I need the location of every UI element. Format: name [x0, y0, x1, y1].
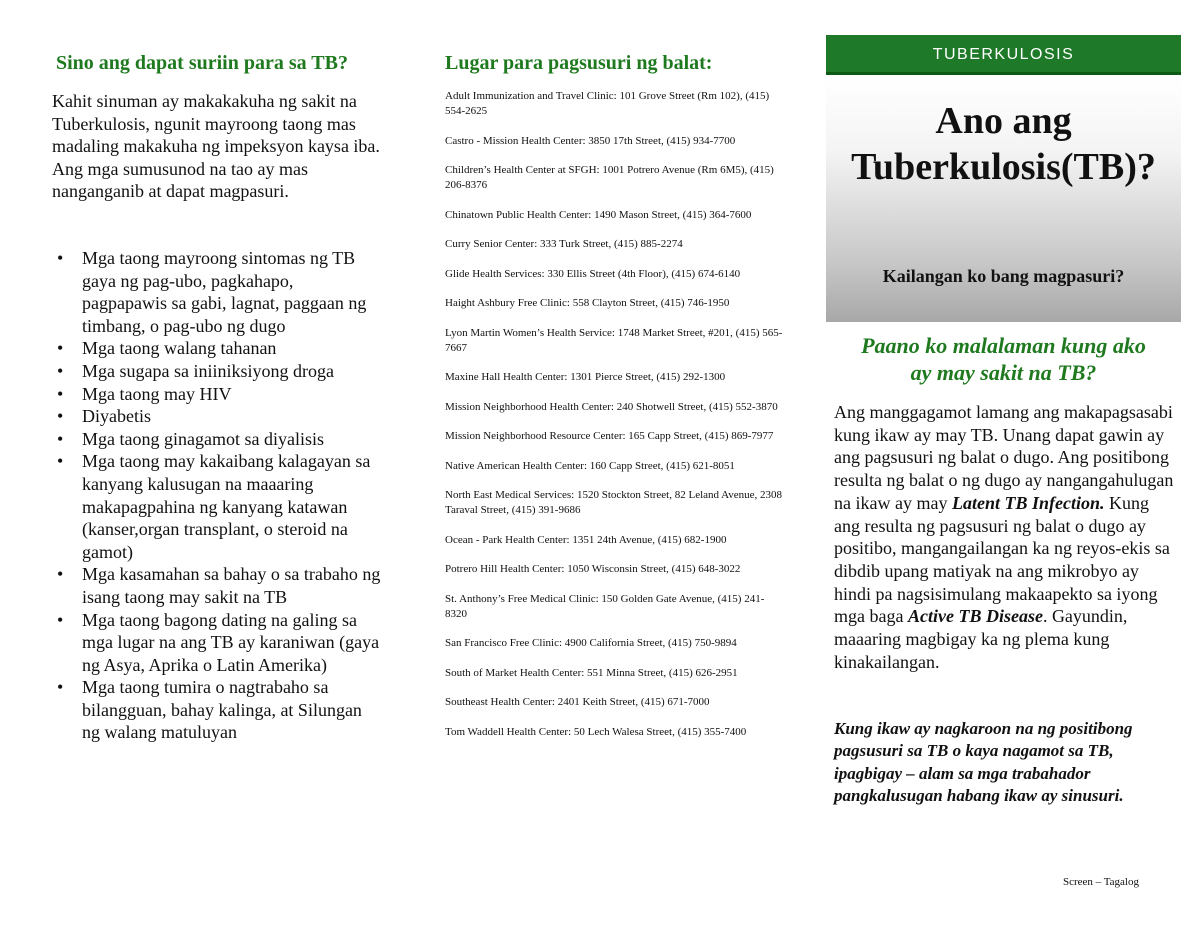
list-item: • Mga taong mayroong sintomas ng TB gaya ng pag-ubo, pagkahapo, pagpapawis sa gabi, lagnat, paggaan ng timbang, o pag-ubo ng dugo — [52, 247, 382, 337]
latent-tb-term: Latent TB Infection. — [951, 492, 1105, 513]
clinic-item: Lyon Martin Women’s Health Service: 1748 Market Street, #201, (415) 565-7667 — [445, 326, 783, 354]
footer-label: Screen – Tagalog — [1062, 876, 1139, 888]
clinic-item: Potrero Hill Health Center: 1050 Wisconsin Street, (415) 648-3022 — [445, 563, 741, 575]
diagnosis-text-3: . Gayundin, maaaring magbigay ka ng plema kung kinakailangan. — [834, 606, 1128, 672]
list-item: • Mga taong tumira o nagtrabaho sa bilangguan, bahay kalinga, at Silungan ng walang matuluyan — [52, 676, 382, 744]
list-item: • Mga taong ginagamot sa diyalisis — [52, 428, 382, 451]
clinic-item: Tom Waddell Health Center: 50 Lech Walesa Street, (415) 355-7400 — [445, 725, 747, 738]
clinic-item: Chinatown Public Health Center: 1490 Mason Street, (415) 364-7600 — [445, 208, 752, 221]
section-heading-line-1: Paano ko malalaman kung ako — [861, 333, 1146, 358]
clinic-item: Curry Senior Center: 333 Turk Street, (415) 885-2274 — [445, 238, 683, 250]
list-item: • Mga taong may HIV — [52, 383, 382, 406]
page-title-line-2: Tuberkulosis(TB)? — [851, 146, 1156, 188]
clinic-item: South of Market Health Center: 551 Minna Street, (415) 626-2951 — [445, 666, 738, 679]
clinic-item: North East Medical Services: 1520 Stockton Street, 82 Leland Avenue, 2308 Taraval Street, (415) 391-9686 — [445, 489, 783, 516]
clinic-item: Mission Neighborhood Resource Center: 165 Capp Street, (415) 869-7977 — [445, 430, 774, 442]
active-tb-term: Active TB Disease — [907, 606, 1043, 627]
title-banner: TUBERKULOSIS — [826, 35, 1181, 75]
clinic-item: Adult Immunization and Travel Clinic: 101 Grove Street (Rm 102), (415) 554-2625 — [445, 90, 770, 117]
clinic-item: Southeast Health Center: 2401 Keith Street, (415) 671-7000 — [445, 696, 710, 708]
list-item: • Mga kasamahan sa bahay o sa trabaho ng isang taong may sakit na TB — [52, 563, 382, 608]
screening-intro: Kahit sinuman ay makakakuha ng sakit na Tuberkulosis, ngunit mayroong taong mas madaling makakuha ng impeksyon kaysa iba. Ang mga sumusunod na tao ay mas nanganganib at dapat magpasuri. — [52, 91, 380, 202]
risk-group-list — [52, 247, 382, 744]
clinic-item: Children’s Health Center at SFGH: 1001 Potrero Avenue (Rm 6M5), (415) 206-8376 — [445, 164, 774, 191]
diagnosis-paragraph — [834, 401, 1179, 673]
section-heading — [826, 332, 1181, 386]
list-item: • Mga taong may kakaibang kalagayan sa kanyang kalusugan na maaaring makapagpahina ng kanyang katawan (kanser,organ transplant, o steroid na gamot) — [52, 450, 382, 563]
clinic-item: Mission Neighborhood Health Center: 240 Shotwell Street, (415) 552-3870 — [445, 400, 778, 413]
clinic-item: Maxine Hall Health Center: 1301 Pierce Street, (415) 292-1300 — [445, 371, 726, 383]
clinic-item: San Francisco Free Clinic: 4900 California Street, (415) 750-9894 — [445, 637, 737, 649]
list-item: • Mga taong walang tahanan — [52, 337, 382, 360]
clinic-item: Ocean - Park Health Center: 1351 24th Avenue, (415) 682-1900 — [445, 533, 727, 546]
page-subtitle: Kailangan ko bang magpasuri? — [882, 266, 1125, 286]
list-item: • Mga sugapa sa iniiniksiyong droga — [52, 360, 382, 383]
page-title — [826, 98, 1181, 190]
clinic-item: Castro - Mission Health Center: 3850 17th Street, (415) 934-7700 — [445, 134, 736, 147]
clinic-item: Haight Ashbury Free Clinic: 558 Clayton Street, (415) 746-1950 — [445, 297, 730, 309]
cover-box — [826, 78, 1181, 322]
clinic-list-heading: Lugar para pagsusuri ng balat: — [445, 52, 713, 74]
page-title-line-1: Ano ang — [935, 100, 1072, 142]
clinic-item: St. Anthony’s Free Medical Clinic: 150 Golden Gate Avenue, (415) 241-8320 — [445, 592, 765, 620]
clinic-item: Native American Health Center: 160 Capp Street, (415) 621-8051 — [445, 459, 735, 472]
clinic-item: Glide Health Services: 330 Ellis Street (4th Floor), (415) 674-6140 — [445, 267, 741, 280]
list-item: • Mga taong bagong dating na galing sa mga lugar na ang TB ay karaniwan (gaya ng Asya, Aprika o Latin Amerika) — [52, 609, 382, 677]
diagnosis-text-1: Ang manggagamot lamang ang makapagsasabi kung ikaw ay may TB. Unang dapat gawin ay ang pagsusuri ng balat o dugo. Ang positibong resulta ng balat o ng dugo ay nangangahulugan na ikaw ay may — [834, 402, 1174, 513]
prior-test-note: Kung ikaw ay nagkaroon na ng positibong pagsusuri sa TB o kaya nagamot sa TB, ipagbigay – alam sa mga trabahador pangkalusugan habang ikaw ay sinusuri. — [834, 719, 1133, 805]
clinic-list — [445, 89, 785, 754]
list-item: • Diyabetis — [52, 405, 382, 428]
section-heading-line-2: ay may sakit na TB? — [910, 360, 1097, 385]
screening-heading: Sino ang dapat suriin para sa TB? — [56, 52, 348, 74]
diagnosis-text-2: Kung ang resulta ng pagsusuri ng balat o dugo ay positibo, mangangailangan ka ng reyos-ekis sa dibdib upang matiyak na ang mikrobyo ay hindi pa nagsisimulang makaapekto sa iyong mga baga — [834, 492, 1170, 627]
